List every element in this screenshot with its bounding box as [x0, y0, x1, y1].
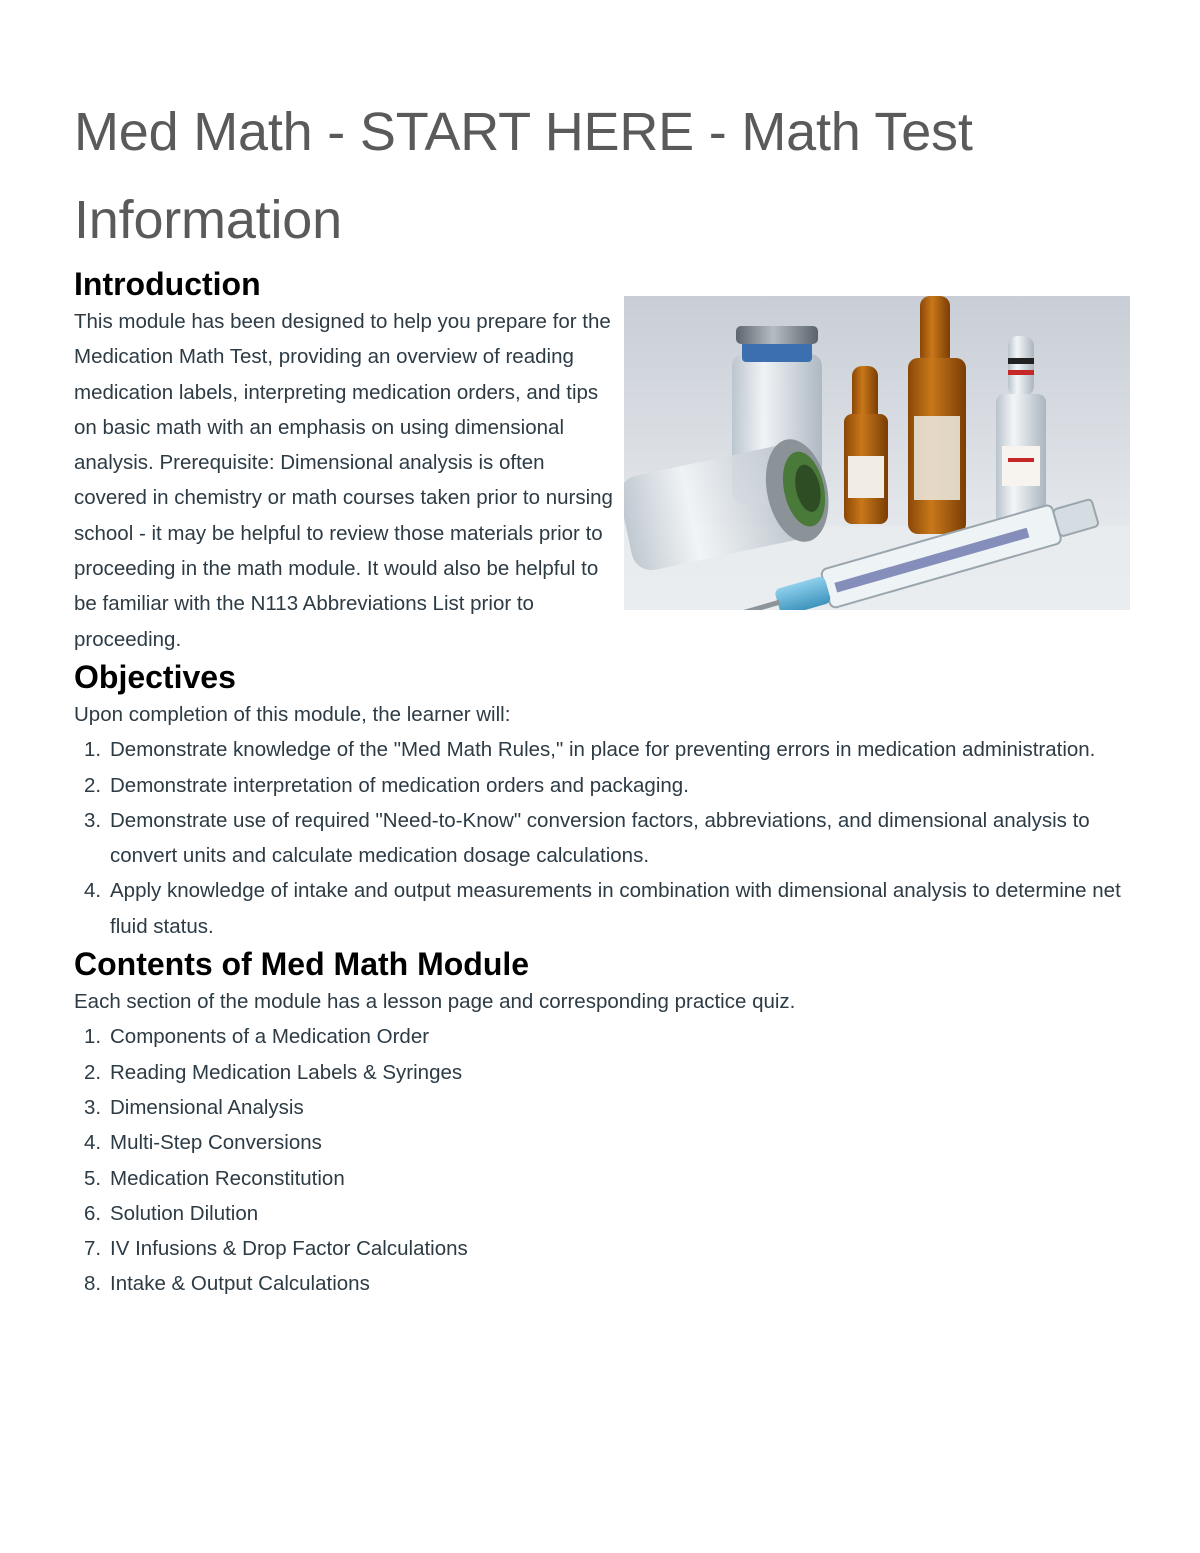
- contents-lead: Each section of the module has a lesson page and corresponding practice quiz.: [74, 990, 796, 1014]
- page-title: Med Math - START HERE - Math Test Information: [74, 102, 973, 250]
- page-content: [74, 0, 1130, 1302]
- list-item: 2. Demonstrate interpretation of medication orders and packaging.: [84, 773, 689, 797]
- list-item: 6. Solution Dilution: [84, 1201, 259, 1225]
- contents-heading: Contents of Med Math Module: [74, 946, 530, 983]
- list-item: 7. IV Infusions & Drop Factor Calculations: [84, 1237, 468, 1261]
- list-item: 2. Reading Medication Labels & Syringes: [84, 1060, 463, 1084]
- contents-list: [74, 1019, 1130, 1301]
- list-item: 3. Demonstrate use of required "Need-to-Know" conversion factors, abbreviations, and dimensional analysis to convert units and calculate medication dosage calculations.: [84, 808, 1090, 868]
- medication-vials-photo: [624, 296, 1130, 610]
- list-item: 3. Dimensional Analysis: [84, 1095, 304, 1119]
- list-item: 4. Apply knowledge of intake and output measurements in combination with dimensional analysis to determine net fluid status.: [84, 879, 1121, 938]
- list-item: 1. Components of a Medication Order: [84, 1025, 430, 1049]
- list-item: 1. Demonstrate knowledge of the "Med Math Rules," in place for preventing errors in medication administration.: [84, 738, 1096, 762]
- objectives-lead: Upon completion of this module, the learner will:: [74, 702, 511, 726]
- list-item: 5. Medication Reconstitution: [84, 1166, 345, 1190]
- list-item: 4. Multi-Step Conversions: [84, 1131, 322, 1155]
- objectives-list: [74, 732, 1130, 944]
- objectives-heading: Objectives: [74, 658, 236, 695]
- introduction-heading: Introduction: [74, 266, 261, 302]
- list-item: 8. Intake & Output Calculations: [84, 1272, 370, 1296]
- introduction-text: This module has been designed to help you prepare for the Medication Math Test, providing an overview of reading medication labels, interpreting medication orders, and tips on basic math with an emphasis on using dimensional analysis. Prerequisite: Dimensional analysis is often covered in chemistry or math courses taken prior to nursing school - it may be helpful to review those materials prior to proceeding in the math module. It would also be helpful to be familiar with the N113 Abbreviations List prior to proceeding.: [74, 310, 613, 651]
